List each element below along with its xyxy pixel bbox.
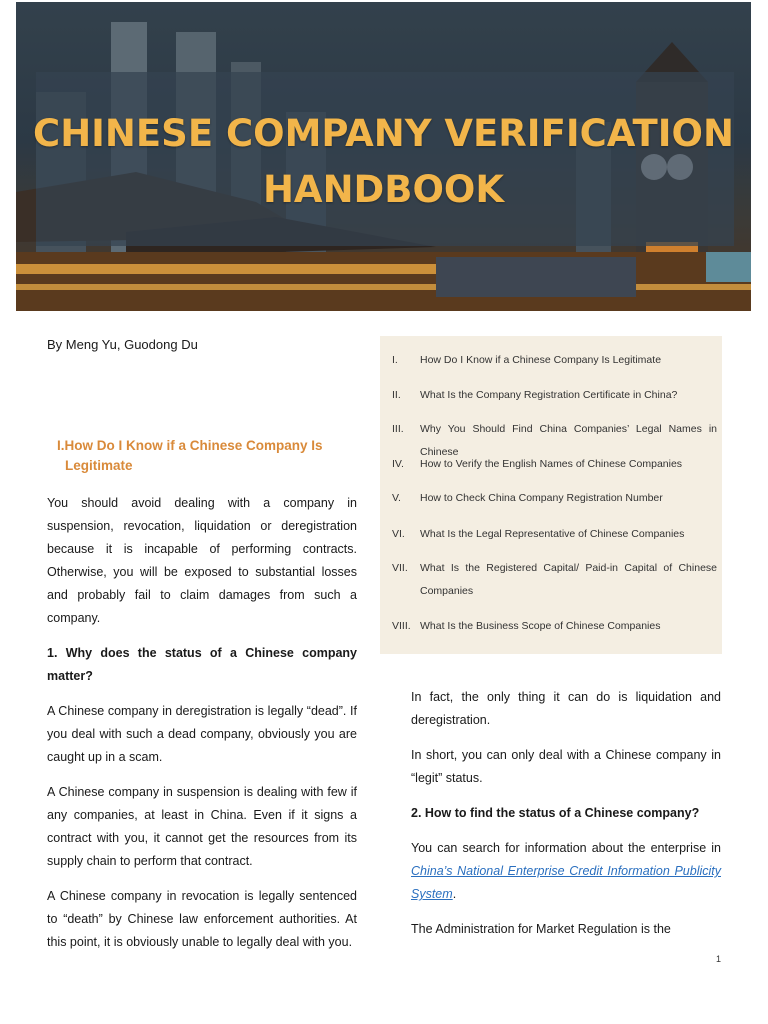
section-heading-line-1: I.How Do I Know if a Chinese Company Is [57,438,323,453]
paragraph: A Chinese company in suspension is dealing with few if any companies, at least in China. Even if it signs a contract with you, it cannot get the resources from its supply chain to perform that contract. [47,785,357,868]
toc-text: How Do I Know if a Chinese Company Is Legitimate [420,354,662,366]
paragraph: You should avoid dealing with a company in suspension, revocation, liquidation or deregistration because it is incapable of performing contracts. Otherwise, you will be exposed to substantial losses and probably fail to claim damages from such a company. [47,496,357,625]
title-line-1: CHINESE COMPANY VERIFICATION [33,112,734,155]
paragraph: The Administration for Market Regulation is the [411,922,671,936]
paragraph: In fact, the only thing it can do is liquidation and deregistration. [411,690,721,727]
author-byline: By Meng Yu, Guodong Du [47,337,198,352]
credit-system-link[interactable]: China’s National Enterprise Credit Information Publicity System [411,864,721,901]
page-number: 1 [716,954,722,964]
document-title [16,106,751,218]
toc-text: What Is the Business Scope of Chinese Companies [420,620,661,632]
paragraph-with-link [411,837,721,906]
paragraph: A Chinese company in deregistration is legally “dead”. If you deal with such a dead company, obviously you are caught up in a scam. [47,704,357,764]
toc-text: What Is the Registered Capital/ Paid-in Capital of Chinese Companies [420,562,717,597]
toc-number: I. [392,354,398,366]
toc-item[interactable] [392,557,717,603]
title-line-2: HANDBOOK [262,168,505,211]
subheading: 1. Why does the status of a Chinese company matter? [47,646,357,683]
paragraph-text: You can search for information about the enterprise in [411,841,721,855]
toc-text: How to Check China Company Registration Number [420,492,663,504]
toc-number: VII. [392,562,408,574]
toc-number: VIII. [392,620,411,632]
table-of-contents [380,336,722,654]
paragraph: A Chinese company in revocation is legally sentenced to “death” by Chinese law enforcement authorities. At this point, it is obviously unable to legally deal with you. [47,889,357,949]
toc-item[interactable] [392,523,717,546]
toc-item[interactable] [392,453,717,476]
section-heading [57,436,357,476]
toc-text: What Is the Legal Representative of Chinese Companies [420,528,685,540]
toc-number: V. [392,492,401,504]
toc-number: III. [392,423,404,435]
paragraph: In short, you can only deal with a Chinese company in “legit” status. [411,748,721,785]
toc-number: VI. [392,528,405,540]
toc-number: IV. [392,458,404,470]
subheading: 2. How to find the status of a Chinese company? [411,806,700,820]
toc-item[interactable] [392,615,717,638]
header-banner [16,2,751,311]
section-heading-line-2: Legitimate [65,458,133,473]
toc-item[interactable] [392,384,717,407]
toc-text: How to Verify the English Names of Chinese Companies [420,458,683,470]
paragraph-text: . [452,887,457,901]
toc-item[interactable] [392,487,717,510]
toc-text: What Is the Company Registration Certificate in China? [420,389,678,401]
toc-number: II. [392,389,401,401]
toc-text: Why You Should Find China Companies’ Legal Names in Chinese [420,423,717,458]
toc-item[interactable] [392,349,717,372]
right-column [411,686,721,953]
left-column [47,436,357,966]
